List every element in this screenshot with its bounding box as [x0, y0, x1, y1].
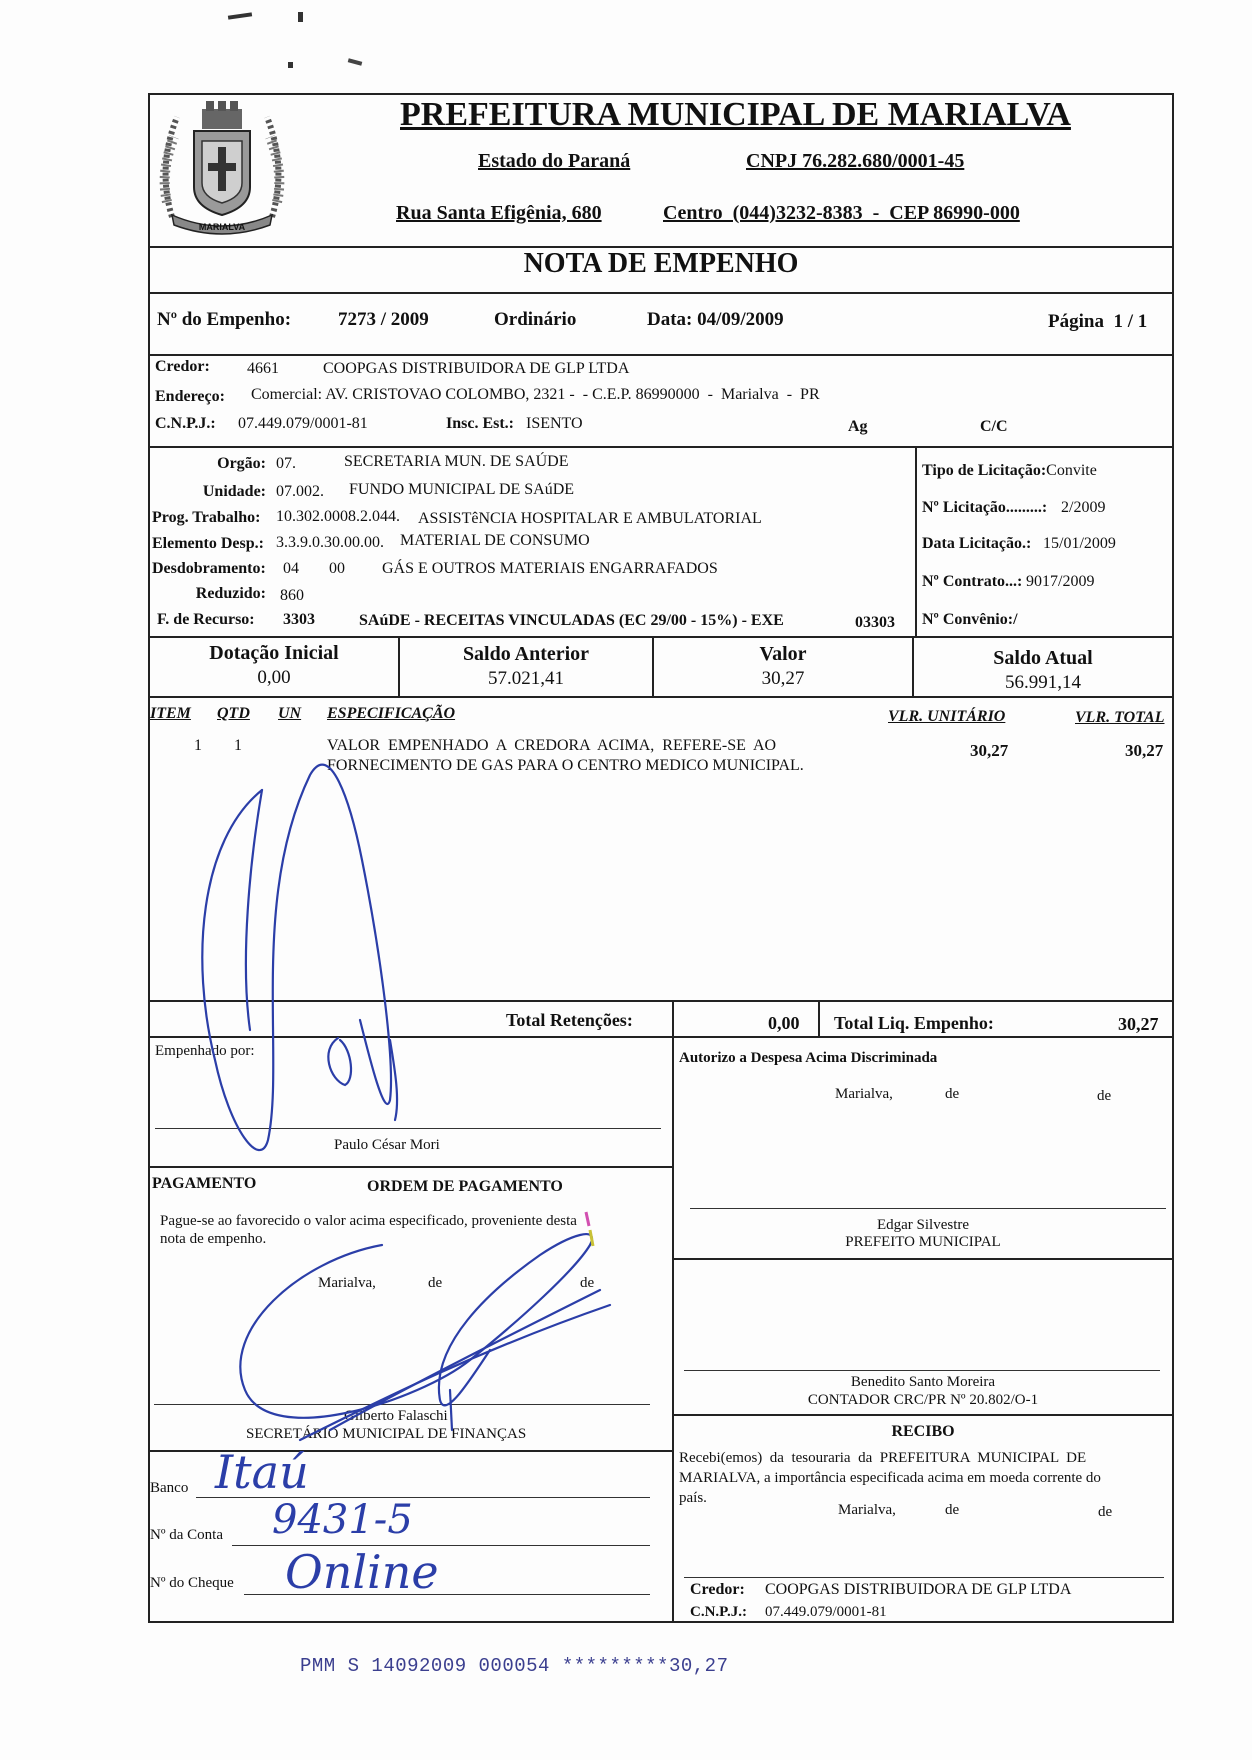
col-valor-unitario: VLR. UNITÁRIO	[888, 708, 1006, 725]
elemento-name: MATERIAL DE CONSUMO	[400, 532, 590, 549]
creditor-address: Comercial: AV. CRISTOVAO COLOMBO, 2321 - - C.E.P. 86990000 - Marialva - PR	[251, 386, 820, 403]
scan-speck	[348, 58, 363, 65]
retencoes-label: Total Retenções:	[506, 1010, 633, 1030]
signature-line	[155, 1128, 661, 1129]
banco-label: Banco	[150, 1480, 189, 1496]
orgao-code: 07.	[276, 455, 296, 472]
col-item: ITEM	[150, 705, 191, 722]
desdobramento-name: GÁS E OUTROS MATERIAIS ENGARRAFADOS	[382, 560, 718, 577]
ordem-pagamento-label: ORDEM DE PAGAMENTO	[367, 1178, 563, 1195]
recurso-name: SAúDE - RECEITAS VINCULADAS (EC 29/00 - 15%) - EXE	[359, 612, 784, 629]
desdobramento-code-2: 00	[329, 560, 345, 577]
divider	[818, 1000, 820, 1036]
saldo-atual-value: 56.991,14	[1005, 672, 1081, 693]
item-unit-value: 30,27	[970, 741, 1009, 760]
divider	[148, 354, 1174, 356]
recibo-city: Marialva,	[838, 1502, 896, 1518]
divider	[148, 1166, 672, 1168]
recibo-cnpj: 07.449.079/0001-81	[765, 1604, 887, 1620]
saldo-atual-label: Saldo Atual	[993, 647, 1093, 669]
creditor-label: Credor:	[155, 358, 210, 375]
divider	[148, 292, 1174, 294]
item-spec-line-2: FORNECIMENTO DE GAS PARA O CENTRO MEDICO MUNICIPAL.	[327, 757, 804, 774]
reduzido-value: 860	[280, 587, 304, 604]
signature-line	[154, 1404, 650, 1405]
page-number: Página 1 / 1	[1048, 311, 1148, 332]
signature-line	[690, 1208, 1166, 1209]
empenhado-por-label: Empenhado por:	[155, 1043, 255, 1059]
creditor-code: 4661	[247, 360, 279, 377]
prog-label: Prog. Trabalho:	[152, 509, 261, 526]
pagamento-label: PAGAMENTO	[152, 1175, 257, 1192]
autorizo-label: Autorizo a Despesa Acima Discriminada	[679, 1050, 938, 1066]
desdobramento-label: Desdobramento:	[152, 560, 266, 577]
orgao-label: Orgão:	[217, 455, 266, 472]
liquido-value: 30,27	[1118, 1014, 1159, 1034]
conta-handwritten: 9431-5	[272, 1497, 413, 1543]
prefeito-name: Edgar Silvestre	[876, 1217, 970, 1233]
saldo-anterior-value: 57.021,41	[488, 668, 564, 689]
empenho-number: 7273 / 2009	[338, 309, 429, 330]
contrato-number: 9017/2009	[1026, 573, 1095, 590]
recibo-line-3: país.	[679, 1490, 707, 1506]
desdobramento-code-1: 04	[283, 560, 299, 577]
recibo-de-2: de	[1098, 1504, 1113, 1520]
saldo-anterior-label: Saldo Anterior	[462, 643, 590, 665]
ordem-text-line-1: Pague-se ao favorecido o valor acima especificado, proveniente desta	[160, 1213, 577, 1229]
unidade-label: Unidade:	[202, 483, 266, 500]
divider	[148, 636, 1174, 638]
recibo-credor-label: Credor:	[690, 1581, 745, 1598]
recibo-credor-name: COOPGAS DISTRIBUIDORA DE GLP LTDA	[765, 1581, 1072, 1598]
contador-name: Benedito Santo Moreira	[850, 1374, 996, 1390]
divider	[148, 1036, 1174, 1038]
recurso-label: F. de Recurso:	[157, 611, 255, 628]
recibo-line-1: Recebi(emos) da tesouraria da PREFEITURA MUNICIPAL DE	[679, 1450, 1087, 1466]
licitacao-number-label: Nº Licitação.........:	[922, 499, 1048, 516]
unidade-code: 07.002.	[276, 483, 324, 500]
valor-label: Valor	[759, 643, 807, 665]
conta-label: Nº da Conta	[150, 1527, 223, 1543]
scan-speck	[288, 62, 293, 68]
ordem-text-line-2: nota de empenho.	[160, 1231, 267, 1247]
contador-title: CONTADOR CRC/PR Nº 20.802/O-1	[807, 1392, 1039, 1408]
elemento-code: 3.3.9.0.30.00.00.	[276, 534, 384, 551]
licitacao-date: 15/01/2009	[1043, 535, 1116, 552]
convenio-label: Nº Convênio:/	[922, 611, 1018, 628]
coat-of-arms-text: MARIALVA	[198, 222, 246, 232]
contrato-label: Nº Contrato...:	[922, 573, 1023, 590]
liquido-label: Total Liq. Empenho:	[834, 1013, 994, 1033]
col-valor-total: VLR. TOTAL	[1075, 709, 1165, 726]
signature-line	[684, 1577, 1164, 1578]
dotacao-inicial-value: 0,00	[257, 667, 291, 688]
divider	[148, 1000, 1174, 1002]
item-total-value: 30,27	[1125, 741, 1164, 760]
coat-of-arms-emblem	[152, 97, 292, 241]
item-qtd: 1	[234, 737, 242, 754]
col-especificacao: ESPECIFICAÇÃO	[327, 705, 456, 722]
scan-speck	[228, 12, 252, 19]
prog-name: ASSISTêNCIA HOSPITALAR E AMBULATORIAL	[418, 510, 762, 527]
prog-code: 10.302.0008.2.044.	[276, 508, 400, 525]
agency-label: Ag	[848, 418, 868, 435]
col-un: UN	[278, 705, 302, 722]
col-qtd: QTD	[217, 705, 250, 722]
ordem-de-2: de	[580, 1275, 595, 1291]
creditor-cnpj-label: C.N.P.J.:	[155, 415, 216, 432]
recibo-line-2: MARIALVA, a importância especificada acima em moeda corrente do	[679, 1470, 1101, 1486]
financas-name: Gilberto Falaschi	[344, 1408, 448, 1424]
reduzido-label: Reduzido:	[195, 585, 266, 602]
empenho-type: Ordinário	[494, 309, 577, 330]
autorizo-de-2: de	[1097, 1088, 1112, 1104]
divider	[672, 1000, 674, 1623]
empenho-date: Data: 04/09/2009	[647, 309, 784, 330]
autorizo-de-1: de	[945, 1086, 960, 1102]
unidade-name: FUNDO MUNICIPAL DE SAúDE	[349, 481, 575, 498]
document-title: NOTA DE EMPENHO	[523, 248, 799, 279]
empenho-number-label: Nº do Empenho:	[157, 309, 292, 330]
financas-title: SECRETÁRIO MUNICIPAL DE FINANÇAS	[246, 1426, 527, 1442]
address-field-label: Endereço:	[155, 388, 225, 405]
cheque-label: Nº do Cheque	[150, 1575, 234, 1591]
cheque-handwritten: Online	[285, 1545, 439, 1599]
ordem-de-1: de	[428, 1275, 443, 1291]
creditor-name: COOPGAS DISTRIBUIDORA DE GLP LTDA	[323, 360, 630, 377]
scan-speck	[298, 12, 303, 22]
creditor-cnpj: 07.449.079/0001-81	[238, 415, 368, 432]
address-label: Rua Santa Efigênia, 680	[396, 202, 602, 224]
signature-line	[684, 1370, 1160, 1371]
item-number: 1	[194, 737, 202, 754]
orgao-name: SECRETARIA MUN. DE SAÚDE	[344, 453, 569, 470]
divider	[148, 696, 1174, 698]
state-label: Estado do Paraná	[478, 150, 631, 172]
bank-authentication-stamp: PMM S 14092009 000054 *********30,27	[300, 1655, 729, 1677]
licitacao-number: 2/2009	[1061, 499, 1106, 516]
divider	[672, 1414, 1174, 1416]
municipality-title: PREFEITURA MUNICIPAL DE MARIALVA	[400, 96, 1071, 133]
prefeito-title: PREFEITO MUNICIPAL	[845, 1234, 1001, 1250]
recurso-code: 3303	[283, 611, 315, 628]
cnpj-label: CNPJ 76.282.680/0001-45	[746, 150, 965, 172]
recibo-de-1: de	[945, 1502, 960, 1518]
district-phone-cep: Centro (044)3232-8383 - CEP 86990-000	[663, 202, 1020, 224]
dotacao-inicial-label: Dotação Inicial	[209, 642, 339, 664]
account-label: C/C	[980, 418, 1008, 435]
licitacao-date-label: Data Licitação.:	[922, 535, 1032, 552]
banco-handwritten: Itaú	[215, 1445, 309, 1499]
ordem-city: Marialva,	[318, 1275, 376, 1291]
licitacao-type: Tipo de Licitação:Convite	[922, 462, 1097, 479]
divider	[148, 446, 1174, 448]
autorizo-city: Marialva,	[835, 1086, 893, 1102]
ie-label: Insc. Est.:	[446, 415, 515, 432]
item-spec-line-1: VALOR EMPENHADO A CREDORA ACIMA, REFERE-SE AO	[327, 737, 777, 754]
valor-value: 30,27	[761, 668, 805, 689]
recurso-code-2: 03303	[855, 614, 895, 631]
recibo-cnpj-label: C.N.P.J.:	[690, 1604, 747, 1620]
divider	[915, 446, 917, 636]
recibo-title: RECIBO	[891, 1423, 955, 1440]
ie-value: ISENTO	[526, 415, 583, 432]
empenhado-por-name: Paulo César Mori	[334, 1137, 440, 1153]
elemento-label: Elemento Desp.:	[152, 535, 264, 552]
retencoes-value: 0,00	[768, 1013, 800, 1033]
divider	[672, 1258, 1174, 1260]
